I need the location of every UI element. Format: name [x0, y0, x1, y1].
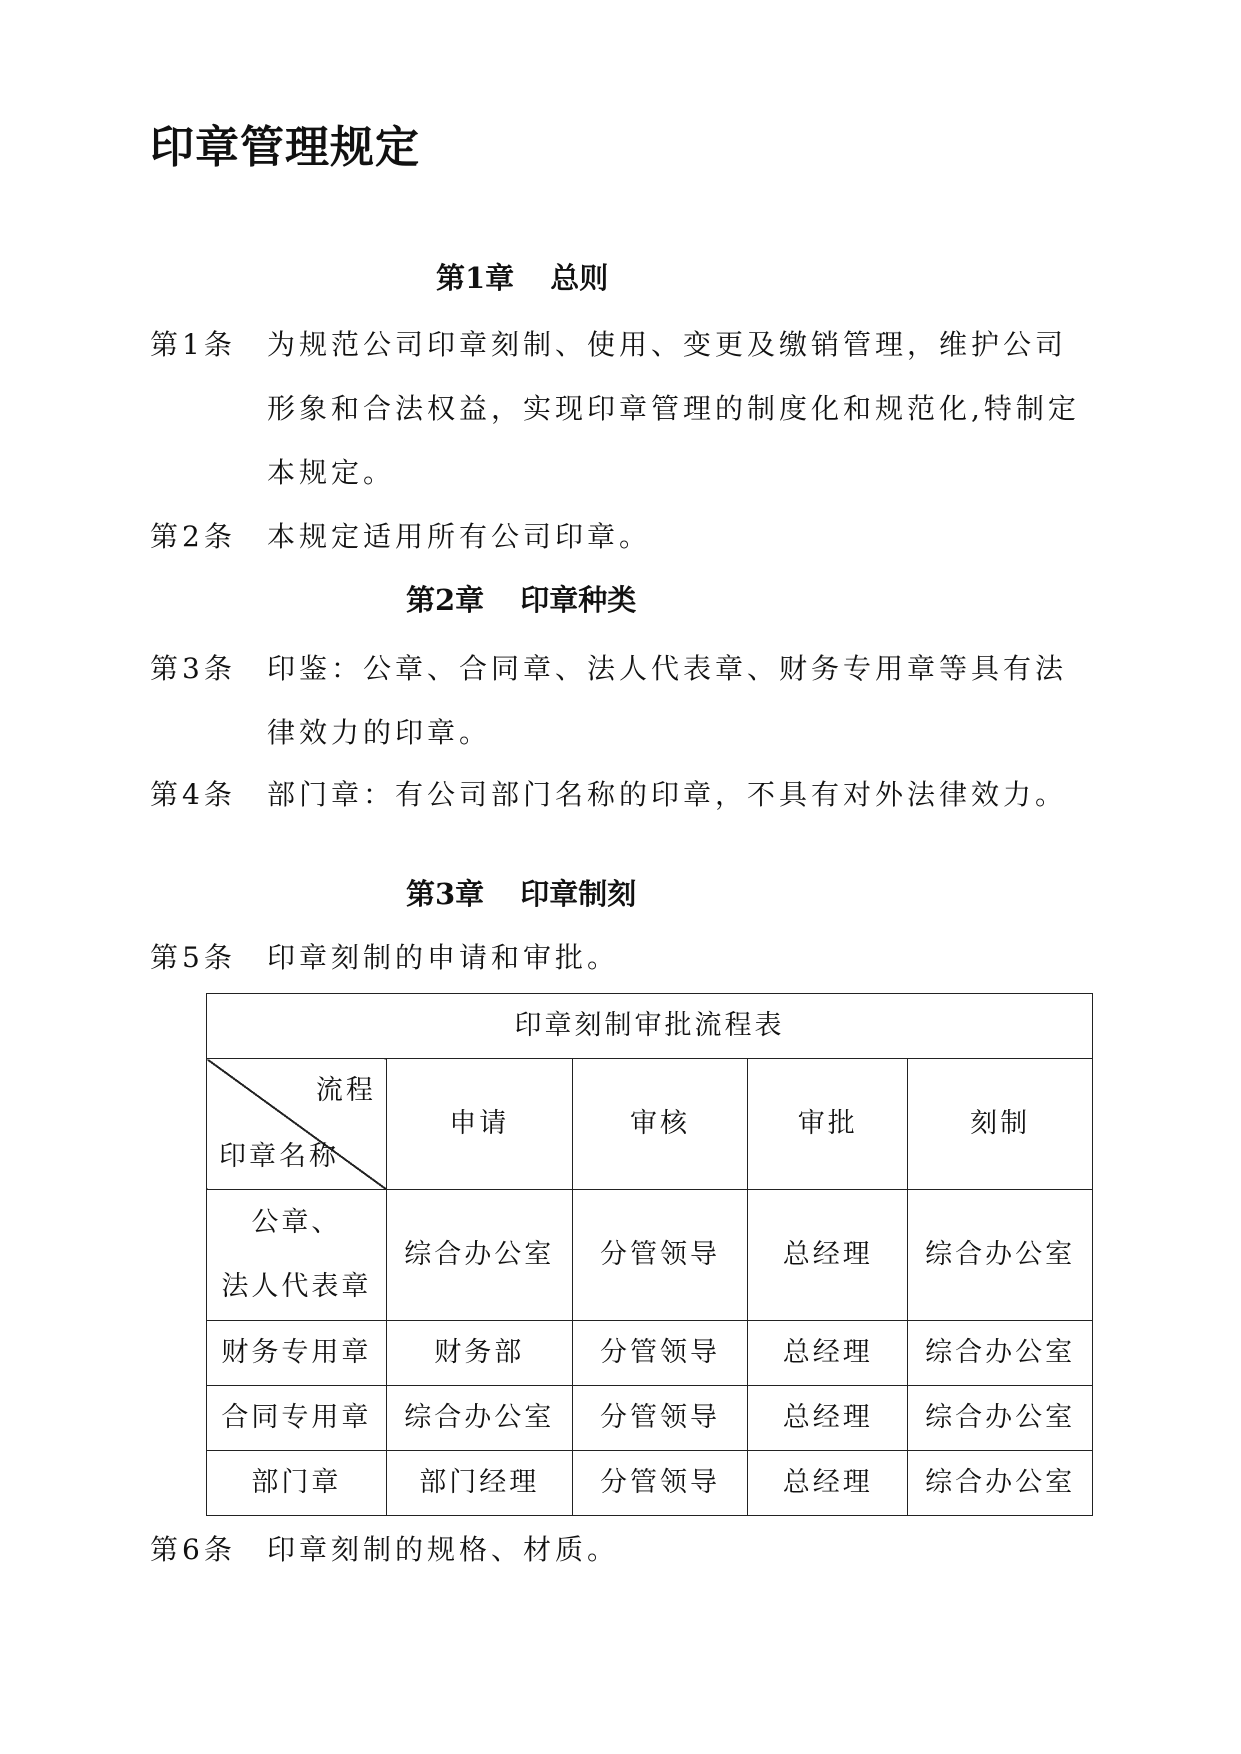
chapter-2-number: 第2章	[406, 583, 485, 617]
table-cell: 综合办公室	[386, 1190, 572, 1321]
chapter-1-title: 总则	[550, 261, 609, 295]
table-cell: 分管领导	[572, 1190, 748, 1321]
chapter-3-number: 第3章	[406, 877, 485, 911]
table-cell: 分管领导	[572, 1321, 748, 1386]
table-corner-cell	[207, 1059, 387, 1190]
chapter-1-heading	[436, 258, 608, 298]
article-1-number: 第1条	[150, 328, 236, 361]
table-cell: 综合办公室	[908, 1190, 1093, 1321]
article-3	[150, 637, 1090, 765]
document-title: 印章管理规定	[150, 122, 420, 173]
article-5	[150, 926, 1090, 990]
table-cell: 分管领导	[572, 1386, 748, 1451]
article-3-number: 第3条	[150, 652, 236, 685]
article-6-number: 第6条	[150, 1533, 236, 1566]
article-4	[150, 763, 1090, 827]
row-seal-name	[207, 1190, 387, 1321]
corner-label-process: 流程	[315, 1075, 376, 1106]
table-cell: 综合办公室	[908, 1451, 1093, 1516]
chapter-3-title: 印章制刻	[520, 877, 637, 911]
table-header-engrave: 刻制	[908, 1059, 1093, 1190]
article-5-text: 印章刻制的申请和审批。	[267, 941, 620, 974]
article-2-number: 第2条	[150, 520, 236, 553]
row-seal-name: 部门章	[207, 1451, 387, 1516]
chapter-2-heading	[406, 580, 636, 620]
table-row	[207, 1451, 1093, 1516]
table-row	[207, 1386, 1093, 1451]
table-cell: 总经理	[748, 1321, 908, 1386]
article-5-number: 第5条	[150, 941, 236, 974]
row-seal-name: 合同专用章	[207, 1386, 387, 1451]
table-header-approve: 审批	[748, 1059, 908, 1190]
table-cell: 总经理	[748, 1190, 908, 1321]
table-cell: 分管领导	[572, 1451, 748, 1516]
table-header-row	[207, 1059, 1093, 1190]
table-cell: 总经理	[748, 1451, 908, 1516]
article-6	[150, 1518, 1090, 1582]
table-cell: 综合办公室	[908, 1386, 1093, 1451]
table-row	[207, 1321, 1093, 1386]
chapter-1-number: 第1章	[436, 261, 515, 295]
table-cell: 总经理	[748, 1386, 908, 1451]
article-2-text: 本规定适用所有公司印章。	[267, 520, 652, 553]
table-cell: 综合办公室	[908, 1321, 1093, 1386]
article-1-text: 为规范公司印章刻制、使用、变更及缴销管理，维护公司形象和合法权益，实现印章管理的制度化和规范化,特制定本规定。	[267, 328, 1080, 489]
article-1	[150, 313, 1090, 505]
article-6-text: 印章刻制的规格、材质。	[267, 1533, 620, 1566]
table-row	[207, 1190, 1093, 1321]
chapter-3-heading	[406, 874, 636, 914]
row-seal-name: 财务专用章	[207, 1321, 387, 1386]
table-cell: 综合办公室	[386, 1386, 572, 1451]
chapter-2-title: 印章种类	[520, 583, 637, 617]
seal-approval-table	[206, 993, 1093, 1516]
article-4-text: 部门章：有公司部门名称的印章，不具有对外法律效力。	[267, 778, 1068, 811]
corner-label-seal-name: 印章名称	[219, 1141, 339, 1172]
table-cell: 财务部	[386, 1321, 572, 1386]
article-4-number: 第4条	[150, 778, 236, 811]
article-2	[150, 505, 1090, 569]
table-header-apply: 申请	[386, 1059, 572, 1190]
article-3-text: 印鉴：公章、合同章、法人代表章、财务专用章等具有法律效力的印章。	[267, 652, 1068, 749]
table-caption: 印章刻制审批流程表	[207, 994, 1093, 1059]
table-cell: 部门经理	[386, 1451, 572, 1516]
row-seal-name-line1: 公章、	[251, 1207, 342, 1238]
row-seal-name-line2: 法人代表章	[221, 1271, 372, 1302]
table-header-review: 审核	[572, 1059, 748, 1190]
table-caption-row	[207, 994, 1093, 1059]
